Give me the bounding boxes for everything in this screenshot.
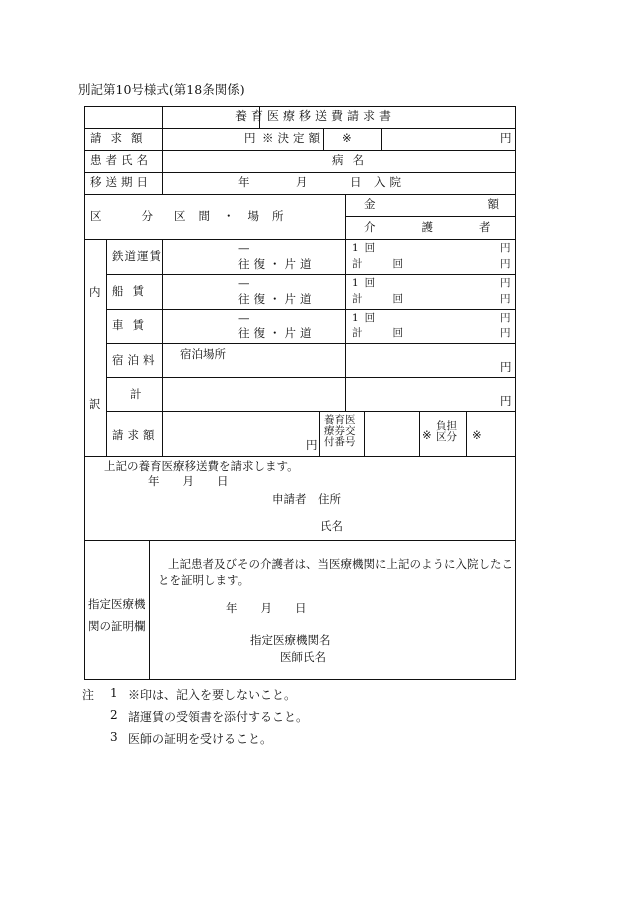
note-1-number: 1 [110, 686, 118, 700]
subtotal-yen: 円 [500, 394, 512, 408]
certification-text-line1: 上記患者及びその介護者は、当医療機関に上記のように入院したこ [168, 557, 513, 571]
burden-category-label: 負担 区分 [436, 420, 457, 444]
admission-label: 入院 [374, 175, 405, 189]
patient-name-label: 患者氏名 [90, 153, 152, 167]
lodging-yen: 円 [500, 360, 512, 374]
note-3-text: 医師の証明を受けること。 [128, 732, 273, 746]
rail-round-trip: 往復・片道 [238, 257, 316, 271]
claim-amount-yen: 円 [244, 131, 256, 145]
transfer-month: 月 [296, 175, 308, 189]
lodging-fee-label: 宿泊料 [112, 353, 159, 367]
car-round-trip: 往復・片道 [238, 326, 316, 340]
note-3-number: 3 [110, 730, 118, 744]
applicant-date: 年 月 日 [148, 474, 229, 488]
lodging-place-label: 宿泊場所 [180, 347, 226, 361]
subtotal-label: 計 [130, 387, 142, 401]
transfer-year: 年 [238, 175, 250, 189]
ship-fare-label: 船賃 [112, 284, 153, 298]
ship-dash: — [238, 276, 250, 290]
claim-amount-label: 請求額 [90, 131, 152, 145]
applicant-address-label: 申請者 住所 [272, 492, 341, 506]
claim-statement: 上記の養育医療移送費を請求します。 [104, 459, 299, 473]
decision-mark: ※ [342, 131, 352, 145]
car-dash: — [238, 311, 250, 325]
breakdown-label-top: 内 [89, 285, 101, 299]
car-one-way-times: 1回 [352, 312, 382, 324]
note-1-text: ※印は、記入を要しないこと。 [128, 688, 297, 702]
transfer-day: 日 [350, 175, 362, 189]
claim-amount-label-2: 請求額 [112, 428, 159, 442]
car-yen-2: 円 [500, 327, 511, 339]
facility-name-label: 指定医療機関名 [250, 633, 331, 647]
form-title: 養育医療移送費請求書 [235, 109, 396, 123]
car-yen-1: 円 [500, 312, 511, 324]
route-place-label: 区間・場所 [174, 209, 297, 223]
notes-prefix: 注 [82, 688, 95, 702]
note-2-number: 2 [110, 708, 118, 722]
ship-round-trip: 往復・片道 [238, 292, 316, 306]
rail-yen-2: 円 [500, 258, 511, 270]
breakdown-label-bottom: 訳 [89, 397, 101, 411]
claim-form [84, 106, 611, 680]
form-number-header: 別記第10号様式(第18条関係) [78, 82, 245, 97]
car-fare-label: 車賃 [112, 318, 153, 332]
ship-total-times: 計回 [352, 293, 433, 305]
guardian-label: 介護者 [364, 220, 537, 234]
rail-total-times: 計回 [352, 258, 433, 270]
transfer-date-label: 移送期日 [90, 175, 152, 189]
decision-amount-label: ※決定額 [262, 131, 324, 145]
rail-dash: — [238, 241, 250, 255]
doctor-name-label: 医師氏名 [280, 650, 326, 664]
ticket-number-label: 養育医 療券交 付番号 [324, 414, 356, 449]
car-total-times: 計回 [352, 327, 433, 339]
form-grid-lines [84, 106, 516, 680]
claim-amount-yen-2: 円 [306, 438, 318, 452]
decision-amount-yen: 円 [500, 131, 512, 145]
ship-yen-1: 円 [500, 277, 511, 289]
burden-mark: ※ [422, 428, 432, 442]
rail-fare-label: 鉄道運賃 [112, 249, 162, 263]
amount-label: 金額 [364, 197, 611, 211]
applicant-name-label: 氏名 [320, 519, 343, 533]
certification-side-label: 指定医療機 関の証明欄 [88, 597, 146, 633]
rail-yen-1: 円 [500, 242, 511, 254]
disease-label: 病名 [332, 153, 373, 167]
certification-date: 年 月 日 [226, 601, 307, 615]
burden-value-mark: ※ [472, 428, 482, 442]
ship-one-way-times: 1回 [352, 277, 382, 289]
ship-yen-2: 円 [500, 293, 511, 305]
note-2-text: 諸運賃の受領書を添付すること。 [128, 710, 309, 724]
section-label: 区分 [90, 209, 193, 223]
rail-one-way-times: 1回 [352, 242, 382, 254]
certification-text-line2: とを証明します。 [158, 573, 250, 587]
